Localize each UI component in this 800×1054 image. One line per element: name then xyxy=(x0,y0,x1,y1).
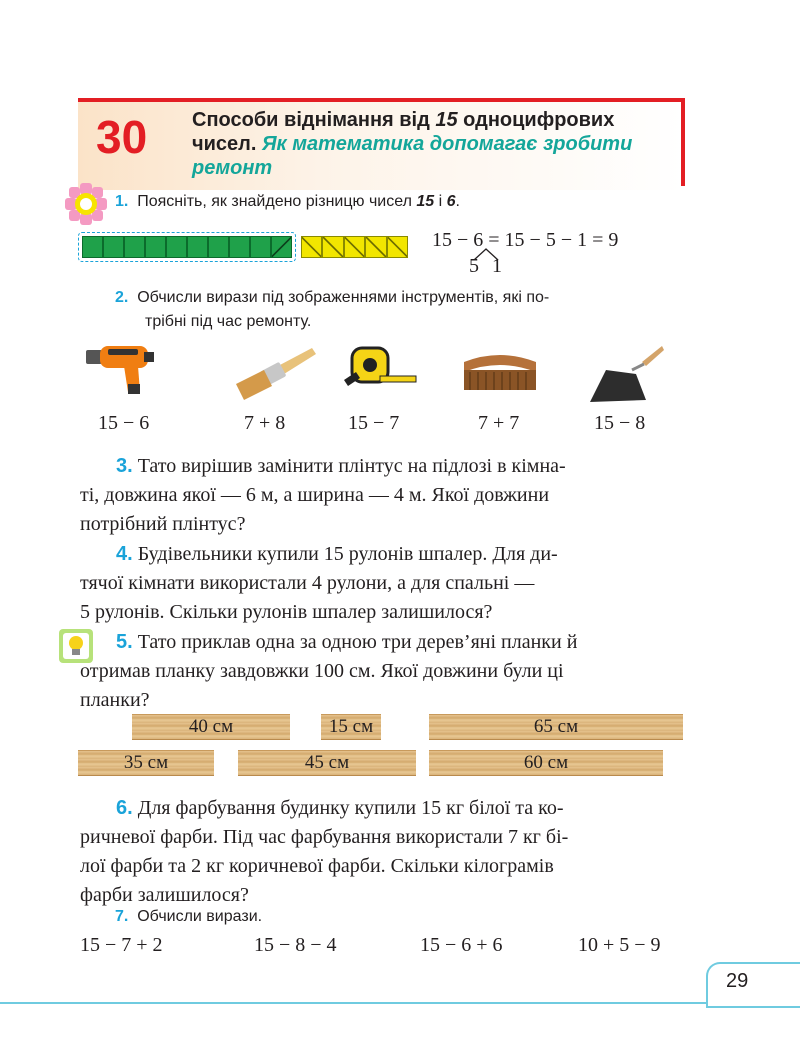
paintbrush-icon xyxy=(228,344,318,404)
yellow-cell xyxy=(322,236,343,258)
page-number: 29 xyxy=(726,970,749,992)
task5-number: 5. xyxy=(116,631,133,653)
yellow-cell xyxy=(344,236,365,258)
tape-measure-icon xyxy=(340,344,420,394)
green-cell xyxy=(187,236,208,258)
task3-number: 3. xyxy=(116,455,133,477)
tool-expr-4: 15 − 8 xyxy=(594,412,646,434)
heat-gun-icon xyxy=(84,340,164,400)
green-cell xyxy=(166,236,187,258)
task7-number: 7. xyxy=(115,908,129,925)
task1-number: 1. xyxy=(115,193,129,210)
tool-expr-2: 15 − 7 xyxy=(348,412,400,434)
green-cell xyxy=(208,236,229,258)
task3-text: 3. Тато вирішив замінити плінтус на підлозі в кімна- ті, довжина якої — 6 м, а ширина — 4 м. Якої довжини потрібний плінтус? xyxy=(80,455,566,535)
yellow-cell xyxy=(301,236,322,258)
page-number-tab xyxy=(706,962,800,1008)
plank-15: 15 см xyxy=(321,714,381,740)
lesson-header xyxy=(78,98,684,190)
yellow-cell xyxy=(387,236,408,258)
green-bar xyxy=(82,236,292,258)
green-cell xyxy=(229,236,250,258)
plank-45: 45 см xyxy=(238,750,416,776)
plank-65: 65 см xyxy=(429,714,683,740)
task1-equation: 15 − 6 = 15 − 5 − 1 = 9 xyxy=(432,229,619,251)
tool-expr-0: 15 − 6 xyxy=(98,412,150,434)
plank-60: 60 см xyxy=(429,750,663,776)
task7-text: 7. Обчисли вирази. xyxy=(115,908,263,925)
task2-number: 2. xyxy=(115,289,129,306)
task4-number: 4. xyxy=(116,543,133,565)
lesson-number: 30 xyxy=(96,111,148,163)
task7-expr-0: 15 − 7 + 2 xyxy=(80,934,163,956)
yellow-cell xyxy=(365,236,386,258)
header-right-border xyxy=(681,98,685,186)
task7-expr-3: 10 + 5 − 9 xyxy=(578,934,661,956)
footer-line xyxy=(0,1002,800,1004)
plank-35: 35 см xyxy=(78,750,214,776)
split-b: 1 xyxy=(492,255,502,277)
trowel-icon xyxy=(586,342,666,406)
task6-text: 6. Для фарбування будинку купили 15 кг білої та ко- ричневої фарби. Під час фарбування використали 7 кг бі- лої фарби та 2 кг коричневої фарби. Скільки кілограмів фарби залишилося? xyxy=(80,797,569,906)
task7-expr-1: 15 − 8 − 4 xyxy=(254,934,337,956)
plank-40: 40 см xyxy=(132,714,290,740)
tool-expr-3: 7 + 7 xyxy=(478,412,520,434)
green-cell xyxy=(250,236,271,258)
green-cell xyxy=(82,236,103,258)
flower-icon xyxy=(64,182,108,226)
split-a: 5 xyxy=(469,255,479,277)
tool-expr-1: 7 + 8 xyxy=(244,412,286,434)
task6-number: 6. xyxy=(116,797,133,819)
task4-text: 4. Будівельники купили 15 рулонів шпалер. Для ди- тячої кімнати використали 4 рулони, а для спальні — 5 рулонів. Скільки рулонів шпалер залишилося? xyxy=(80,543,558,623)
task7-expr-2: 15 − 6 + 6 xyxy=(420,934,503,956)
green-cell xyxy=(271,236,292,258)
green-cell xyxy=(103,236,124,258)
task1-text: 1. Поясніть, як знайдено різницю чисел 15 і 6. xyxy=(115,193,460,210)
green-cell xyxy=(145,236,166,258)
green-cell xyxy=(124,236,145,258)
task2-text: 2. Обчисли вирази під зображеннями інструментів, які по- трібні під час ремонту. xyxy=(115,289,550,330)
lesson-title: Способи віднімання від 15 одноцифрових чисел. Як математика допомагає зробити ремонт xyxy=(192,109,633,179)
yellow-bar xyxy=(301,236,408,258)
brush-block-icon xyxy=(460,350,540,400)
task5-text: 5. Тато приклав одна за одною три дерев’яні планки й отримав планку завдовжки 100 см. Якої довжини були ці планки? xyxy=(80,631,578,711)
